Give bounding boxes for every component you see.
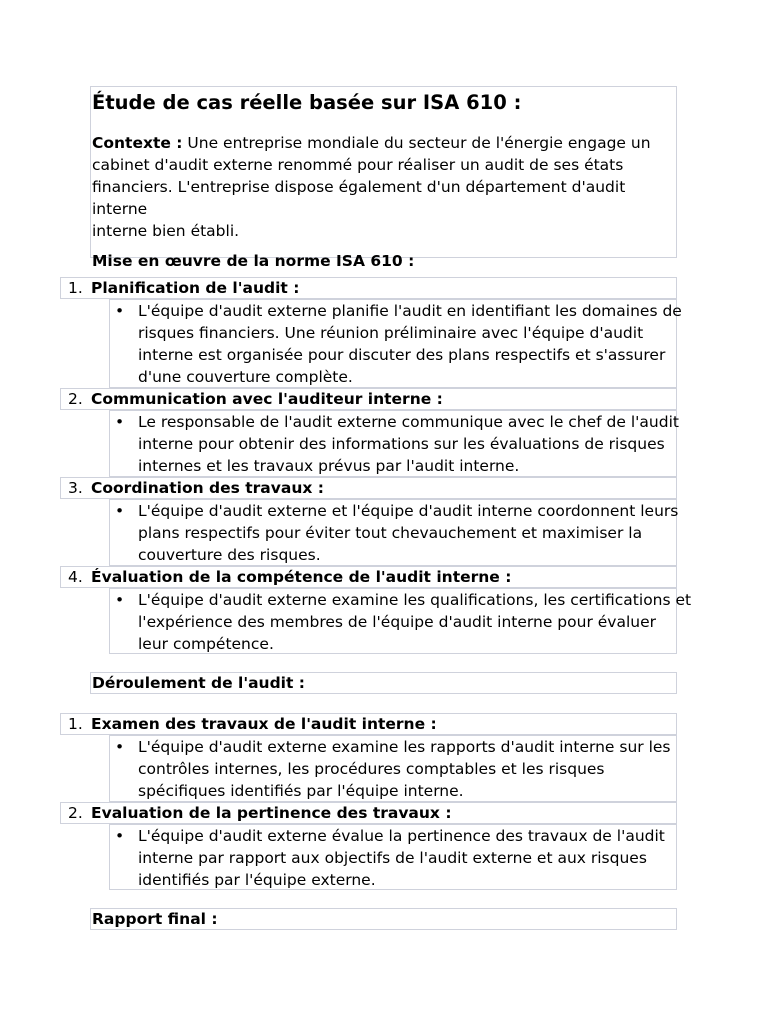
bullet-line: L'équipe d'audit externe planifie l'audit en identifiant les domaines de	[138, 302, 682, 320]
bullet-line: internes et les travaux prévus par l'audit interne.	[138, 457, 520, 475]
document-title: Étude de cas réelle basée sur ISA 610 :	[92, 91, 522, 114]
list-item-title: Evaluation de la pertinence des travaux :	[91, 804, 452, 822]
context-line-2: cabinet d'audit externe renommé pour réaliser un audit de ses états	[92, 156, 624, 174]
bullet-box-coordination	[109, 499, 677, 566]
bullet-line: contrôles internes, les procédures comptables et les risques	[138, 760, 605, 778]
bullet-icon: •	[115, 738, 125, 756]
conduct-heading: Déroulement de l'audit :	[90, 672, 677, 694]
bullet-line: risques financiers. Une réunion préliminaire avec l'équipe d'audit	[138, 324, 644, 342]
list-number: 4.	[68, 568, 83, 586]
list-number: 1.	[68, 279, 83, 297]
bullet-line: l'expérience des membres de l'équipe d'audit interne pour évaluer	[138, 613, 656, 631]
bullet-icon: •	[115, 502, 125, 520]
context-line-3: financiers. L'entreprise dispose également d'un département d'audit interne	[92, 178, 626, 218]
bullet-text	[138, 411, 679, 477]
list-item-pertinence	[60, 802, 677, 824]
list-item-title: Coordination des travaux :	[91, 479, 324, 497]
context-label: Contexte :	[92, 134, 183, 152]
bullet-line: spécifiques identifiés par l'équipe interne.	[138, 782, 464, 800]
bullet-box-pertinence	[109, 824, 677, 890]
bullet-icon: •	[115, 591, 125, 609]
bullet-line: L'équipe d'audit externe évalue la pertinence des travaux de l'audit	[138, 827, 665, 845]
list-item-planification	[60, 277, 677, 299]
bullet-icon: •	[115, 302, 125, 320]
bullet-text	[138, 825, 676, 891]
bullet-line: leur compétence.	[138, 635, 274, 653]
final-report-heading: Rapport final :	[90, 908, 677, 930]
bullet-text	[138, 736, 676, 802]
list-item-examen	[60, 713, 677, 735]
list-item-title: Communication avec l'auditeur interne :	[91, 390, 443, 408]
bullet-line: interne est organisée pour discuter des plans respectifs et s'assurer	[138, 346, 666, 364]
list-number: 3.	[68, 479, 83, 497]
bullet-line: interne par rapport aux objectifs de l'audit externe et aux risques	[138, 849, 647, 867]
bullet-text	[138, 300, 682, 388]
list-item-communication	[60, 388, 677, 410]
list-number: 2.	[68, 390, 83, 408]
bullet-line: interne pour obtenir des informations sur les évaluations de risques	[138, 435, 665, 453]
bullet-line: L'équipe d'audit externe examine les rapports d'audit interne sur les	[138, 738, 671, 756]
bullet-line: couverture des risques.	[138, 546, 321, 564]
list-item-title: Évaluation de la compétence de l'audit interne :	[91, 568, 512, 586]
bullet-line: identifiés par l'équipe externe.	[138, 871, 376, 889]
list-number: 2.	[68, 804, 83, 822]
bullet-line: d'une couverture complète.	[138, 368, 353, 386]
bullet-text	[138, 500, 679, 566]
list-item-coordination	[60, 477, 677, 499]
bullet-line: L'équipe d'audit externe examine les qualifications, les certifications et	[138, 591, 692, 609]
bullet-icon: •	[115, 827, 125, 845]
bullet-box-evaluation-competence	[109, 588, 692, 654]
bullet-box-communication	[109, 410, 677, 477]
bullet-line: Le responsable de l'audit externe communique avec le chef de l'audit	[138, 413, 679, 431]
context-line-4: interne bien établi.	[92, 222, 240, 240]
bullet-line: L'équipe d'audit externe et l'équipe d'audit interne coordonnent leurs	[138, 502, 679, 520]
case-study-intro-box	[90, 86, 677, 270]
list-item-evaluation-competence	[60, 566, 677, 588]
list-item-title: Examen des travaux de l'audit interne :	[91, 715, 437, 733]
bullet-box-planification	[109, 299, 682, 388]
implementation-heading: Mise en œuvre de la norme ISA 610 :	[92, 252, 415, 270]
bullet-icon: •	[115, 413, 125, 431]
list-number: 1.	[68, 715, 83, 733]
list-item-title: Planification de l'audit :	[91, 279, 300, 297]
context-line-1: Une entreprise mondiale du secteur de l'énergie engage un	[182, 134, 651, 152]
bullet-text	[138, 589, 692, 655]
bullet-box-examen	[109, 735, 677, 802]
bullet-line: plans respectifs pour éviter tout chevauchement et maximiser la	[138, 524, 643, 542]
context-paragraph	[92, 132, 676, 242]
